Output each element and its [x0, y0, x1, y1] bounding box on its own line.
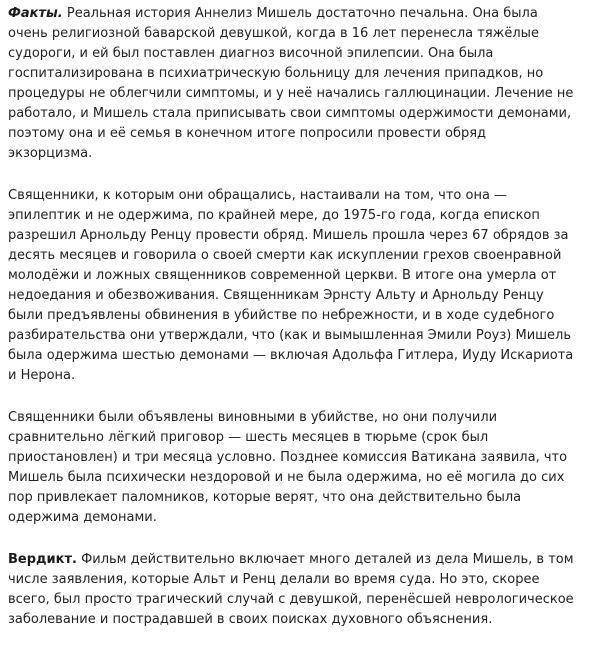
- text-line: госпитализирована в психиатрическую больницу для лечения припадков, но: [8, 66, 544, 81]
- paragraph-verdict: [8, 550, 596, 630]
- text-line: были предъявлены обвинения в убийстве по небрежности, и в ходе судебного: [8, 308, 555, 323]
- text-line: одержима демонами.: [8, 510, 157, 525]
- text-line: экзорцизма.: [8, 146, 93, 161]
- text-line: молодёжи и ложных священников современной церкви. В итоге она умерла от: [8, 268, 557, 283]
- text-line: была одержима шестью демонами — включая Адольфа Гитлера, Иуду Искариота: [8, 348, 574, 363]
- paragraph-facts: [8, 4, 596, 164]
- text-line: всего, был просто трагический случай с девушкой, перенёсшей неврологическое: [8, 592, 574, 607]
- paragraph-priests: [8, 186, 596, 386]
- text-line: десять месяцев и говорила о своей смерти как искуплении грехов своенравной: [8, 248, 562, 263]
- text-line: сравнительно лёгкий приговор — шесть месяцев в тюрьме (срок был: [8, 430, 489, 445]
- text-line: пор привлекает паломников, которые верят, что она действительно была: [8, 490, 522, 505]
- text-line: разбирательства они утверждали, что (как и вымышленная Эмили Роуз) Мишель: [8, 328, 572, 343]
- text-line: Священники, к которым они обращались, настаивали на том, что она —: [8, 188, 508, 203]
- text-line: Факты. Реальная история Аннелиз Мишель достаточно печальна. Она была: [8, 6, 538, 21]
- text-line: судороги, и ей был поставлен диагноз височной эпилепсии. Она была: [8, 46, 494, 61]
- text-line: числе заявления, которые Альт и Ренц делали во время суда. Но это, скорее: [8, 572, 540, 587]
- text-line: заболевание и пострадавшей в своих поисках духовного объяснения.: [8, 612, 493, 627]
- paragraph-sentence: [8, 408, 596, 528]
- text-line: Мишель была психически нездоровой и не была одержима, но её могила до сих: [8, 470, 565, 485]
- text-line: работало, и Мишель стала приписывать свои симптомы одержимости демонами,: [8, 106, 572, 121]
- article-body: [8, 4, 596, 652]
- text-line: Священники были объявлены виновными в убийстве, но они получили: [8, 410, 498, 425]
- text-line: поэтому она и её семья в конечном итоге попросили провести обряд: [8, 126, 487, 141]
- text-line: разрешил Арнольду Ренцу провести обряд. Мишель прошла через 67 обрядов за: [8, 228, 569, 243]
- text-line: эпилептик и не одержима, по крайней мере, до 1975-го года, когда епископ: [8, 208, 540, 223]
- text-line: Вердикт. Фильм действительно включает много деталей из дела Мишель, в том: [8, 552, 574, 567]
- text-line: приостановлен) и три месяца условно. Позднее комиссия Ватикана заявила, что: [8, 450, 568, 465]
- facts-heading: Факты.: [8, 6, 63, 21]
- text-line: очень религиозной баварской девушкой, когда в 16 лет перенесла тяжёлые: [8, 26, 539, 41]
- text-line: недоедания и обезвоживания. Священникам Эрнсту Альту и Арнольду Ренцу: [8, 288, 544, 303]
- verdict-heading: Вердикт.: [8, 552, 77, 567]
- text-line: и Нерона.: [8, 368, 76, 383]
- text-line: процедуры не облегчили симптомы, и у неё начались галлюцинации. Лечение не: [8, 86, 574, 101]
